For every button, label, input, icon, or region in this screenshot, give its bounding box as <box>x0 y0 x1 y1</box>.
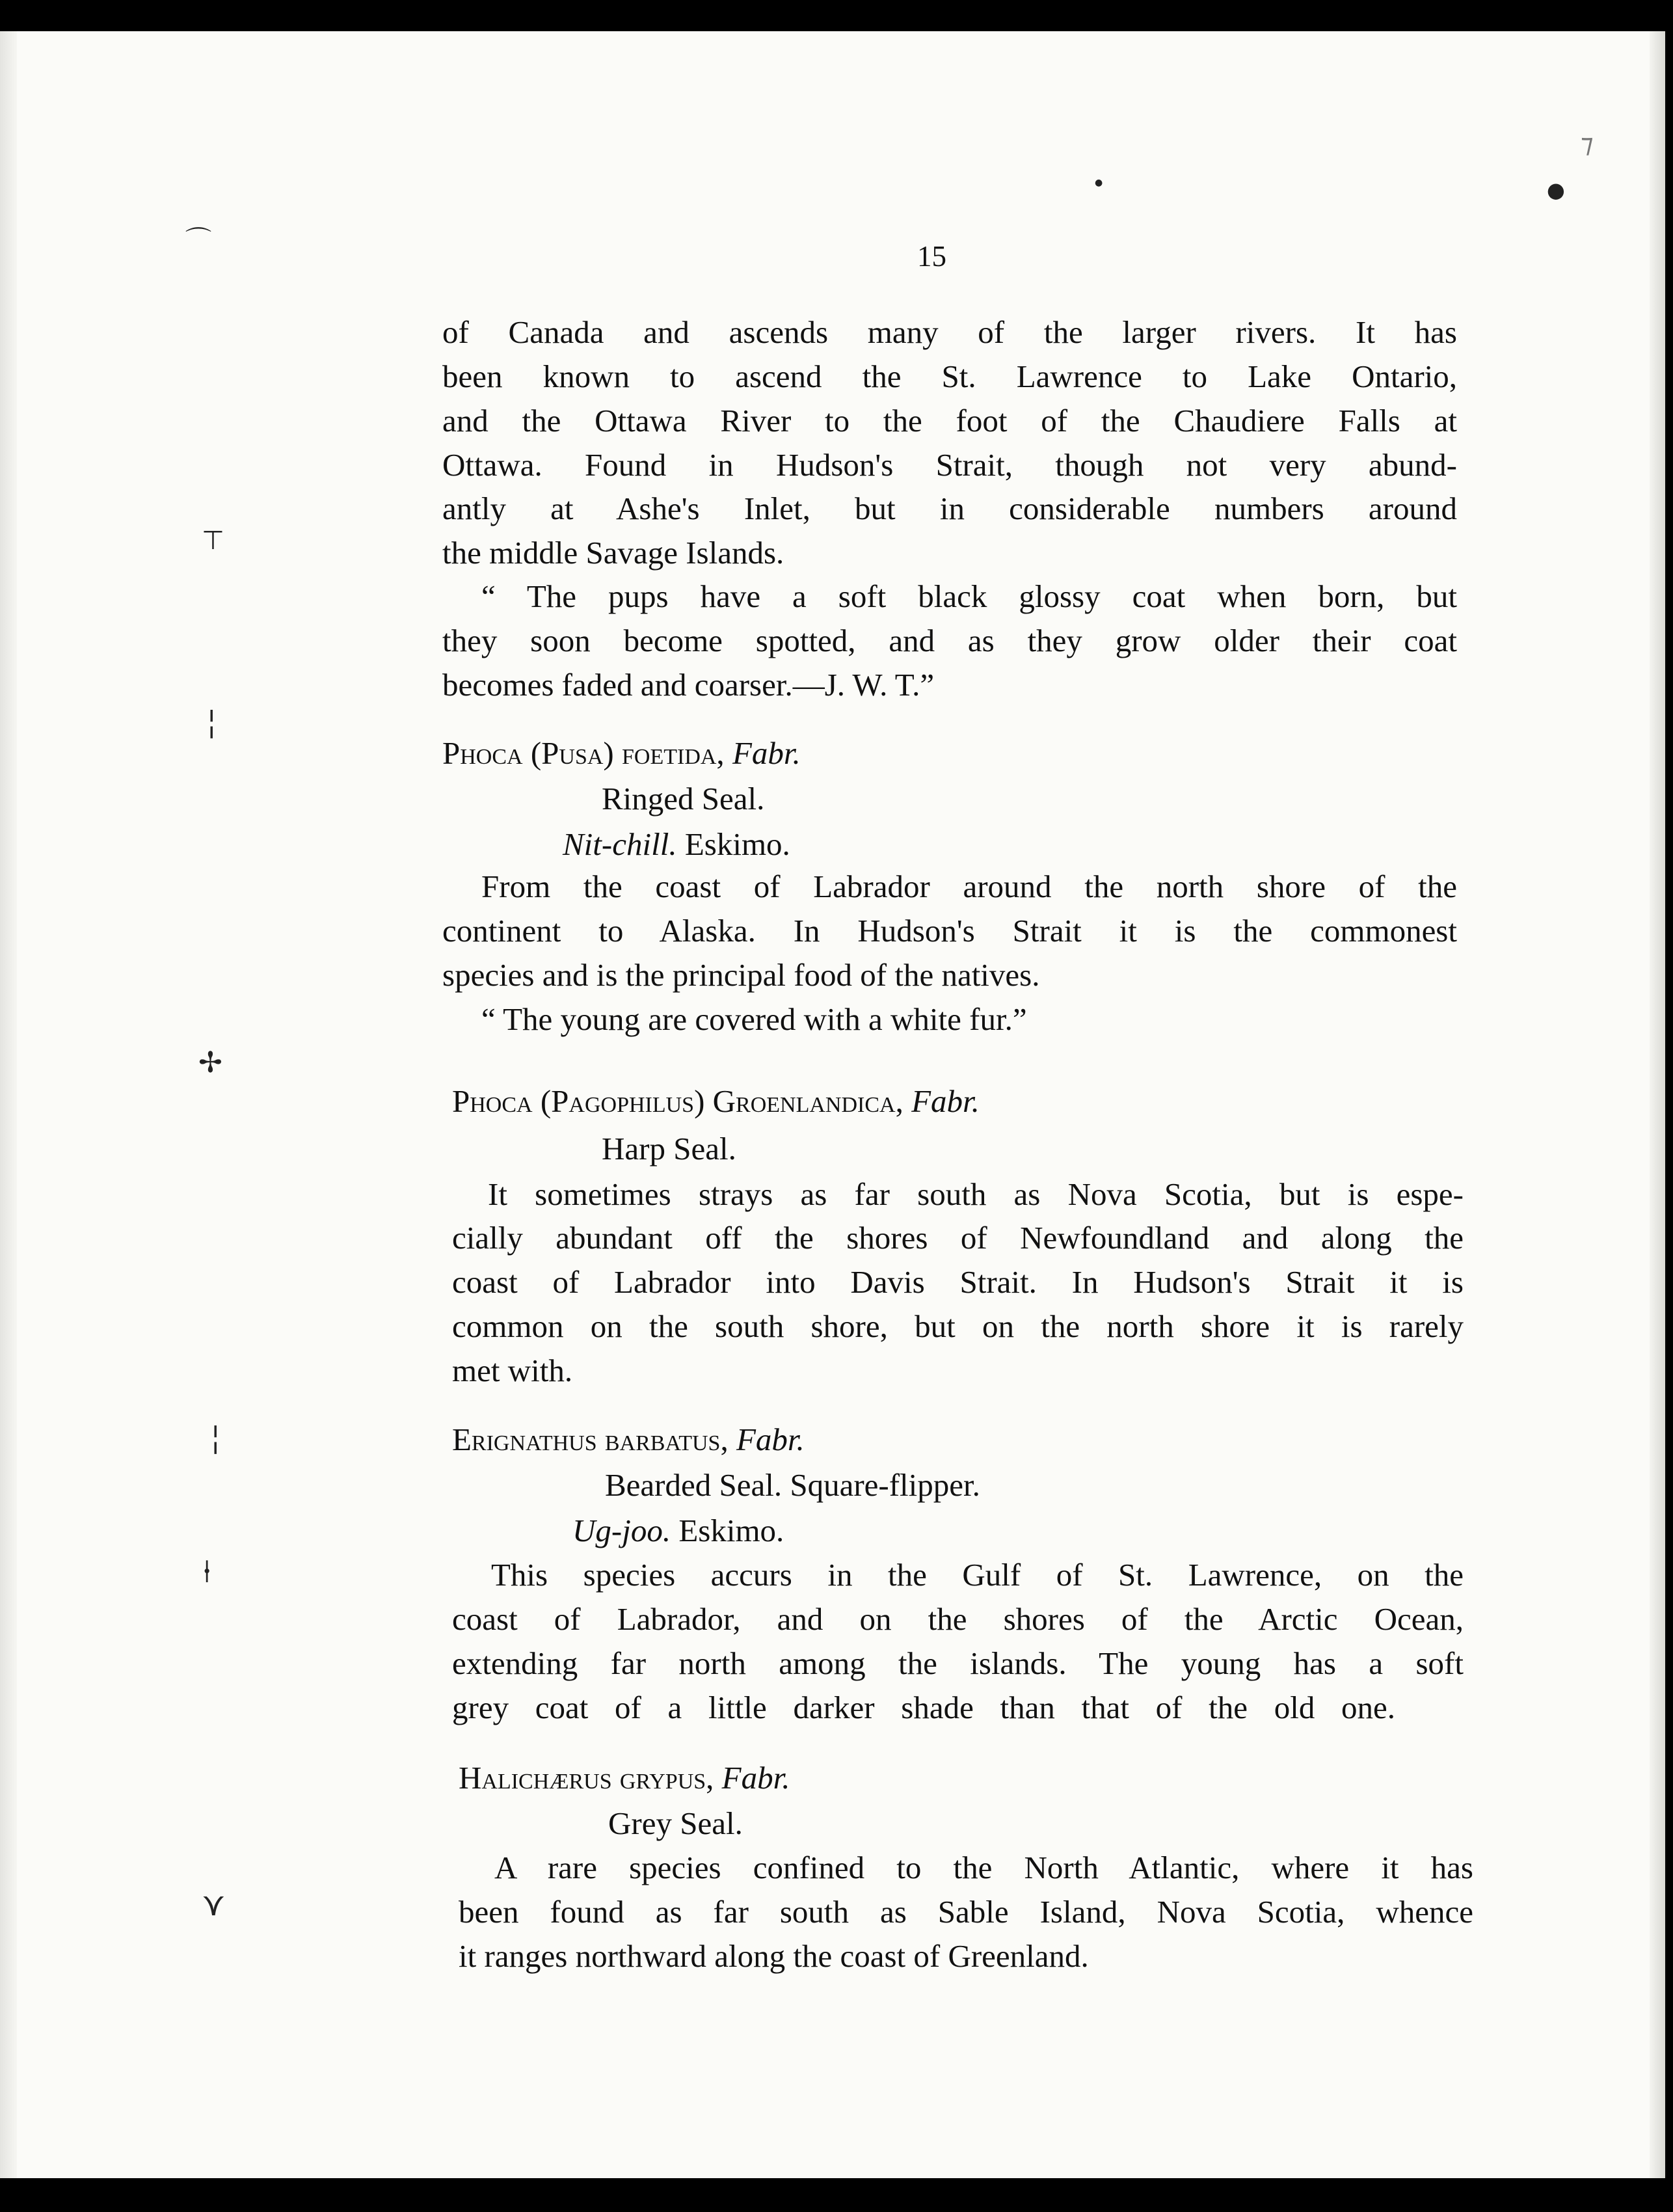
common-name: Grey Seal. <box>608 1805 743 1841</box>
margin-mark: ⊤ <box>202 526 224 556</box>
common-name: Bearded Seal. Square-flipper. <box>605 1467 980 1503</box>
page-edge-shadow <box>1650 31 1665 2178</box>
text-line: continent to Alaska. In Hudson's Strait it is the commonest <box>442 913 1457 949</box>
text-line: grey coat of a little darker shade than that of the old one. <box>452 1690 1395 1725</box>
text-line: common on the south shore, but on the north shore it is rarely <box>452 1308 1464 1344</box>
document-page <box>0 31 1665 2178</box>
subgenus-name: (Pagophilus) <box>540 1083 705 1119</box>
common-name: Harp Seal. <box>602 1131 736 1167</box>
species-name: Groenlandica, <box>712 1083 903 1119</box>
native-language: Eskimo. <box>678 1513 784 1548</box>
native-name: Ug-joo. <box>572 1513 671 1548</box>
genus-name: Halichærus <box>459 1760 612 1796</box>
quote-line: “ The pups have a soft black glossy coat when born, but <box>481 578 1457 614</box>
native-name-line <box>572 1515 784 1546</box>
text-line: cially abundant off the shores of Newfoundland and along the <box>452 1220 1464 1256</box>
text-line: antly at Ashe's Inlet, but in considerable numbers around <box>442 491 1457 526</box>
species-heading <box>452 1423 805 1455</box>
text-line: It sometimes strays as far south as Nova Scotia, but is espe- <box>488 1176 1464 1212</box>
text-line: species and is the principal food of the natives. <box>442 957 1040 993</box>
margin-dot: ● <box>1547 178 1565 202</box>
native-language: Eskimo. <box>684 826 790 862</box>
text-line: been known to ascend the St. Lawrence to Lake Ontario, <box>442 358 1457 394</box>
margin-mark: ╎ <box>207 1423 224 1457</box>
text-line: Ottawa. Found in Hudson's Strait, though not very abund- <box>442 447 1457 483</box>
species-name: grypus, <box>619 1760 714 1796</box>
text-line: coast of Labrador into Davis Strait. In Hudson's Strait it is <box>452 1264 1464 1300</box>
genus-name: Phoca <box>452 1083 533 1119</box>
margin-dot: ● <box>1095 178 1103 188</box>
genus-name: Phoca <box>442 735 523 771</box>
text-line: of Canada and ascends many of the larger rivers. It has <box>442 314 1457 350</box>
binding-edge <box>0 31 17 2178</box>
authority: Fabr. <box>732 735 801 771</box>
genus-name: Erignathus <box>452 1422 597 1457</box>
authority: Fabr. <box>721 1760 790 1796</box>
text-line: it ranges northward along the coast of Greenland. <box>459 1938 1089 1974</box>
authority: Fabr. <box>911 1083 980 1119</box>
text-line: A rare species confined to the North Atlantic, where it has <box>494 1850 1473 1885</box>
margin-mark: ⋎ <box>202 1885 226 1923</box>
species-name: barbatus, <box>604 1422 729 1457</box>
margin-mark: ✢ <box>198 1046 222 1079</box>
margin-mark: ⌒ <box>185 226 211 256</box>
page-number: 15 <box>917 240 946 273</box>
species-name: foetida, <box>622 735 725 771</box>
quote-line: “ The young are covered with a white fur.” <box>481 1001 1027 1037</box>
common-name: Ringed Seal. <box>602 781 765 816</box>
text-line: This species accurs in the Gulf of St. Lawrence, on the <box>491 1557 1464 1593</box>
text-line: coast of Labrador, and on the shores of the Arctic Ocean, <box>452 1601 1464 1637</box>
text-line: From the coast of Labrador around the north shore of the <box>481 869 1457 904</box>
species-heading <box>459 1762 790 1794</box>
text-line: been found as far south as Sable Island, Nova Scotia, whence <box>459 1894 1473 1930</box>
text-line: the middle Savage Islands. <box>442 535 784 571</box>
text-line: and the Ottawa River to the foot of the Chaudiere Falls at <box>442 403 1457 438</box>
text-line: extending far north among the islands. The young has a soft <box>452 1645 1464 1681</box>
margin-mark: ⁊ <box>1581 129 1594 159</box>
authority: Fabr. <box>736 1422 805 1457</box>
margin-mark: ⍿ <box>203 1554 211 1590</box>
native-name-line <box>563 828 790 860</box>
quote-line: they soon become spotted, and as they grow older their coat <box>442 623 1457 658</box>
margin-mark: ╎ <box>203 708 221 741</box>
species-heading <box>452 1085 980 1117</box>
subgenus-name: (Pusa) <box>530 735 614 771</box>
native-name: Nit-chill. <box>563 826 677 862</box>
text-line: met with. <box>452 1353 573 1388</box>
species-heading <box>442 737 801 769</box>
quote-line: becomes faded and coarser.—J. W. T.” <box>442 667 935 703</box>
